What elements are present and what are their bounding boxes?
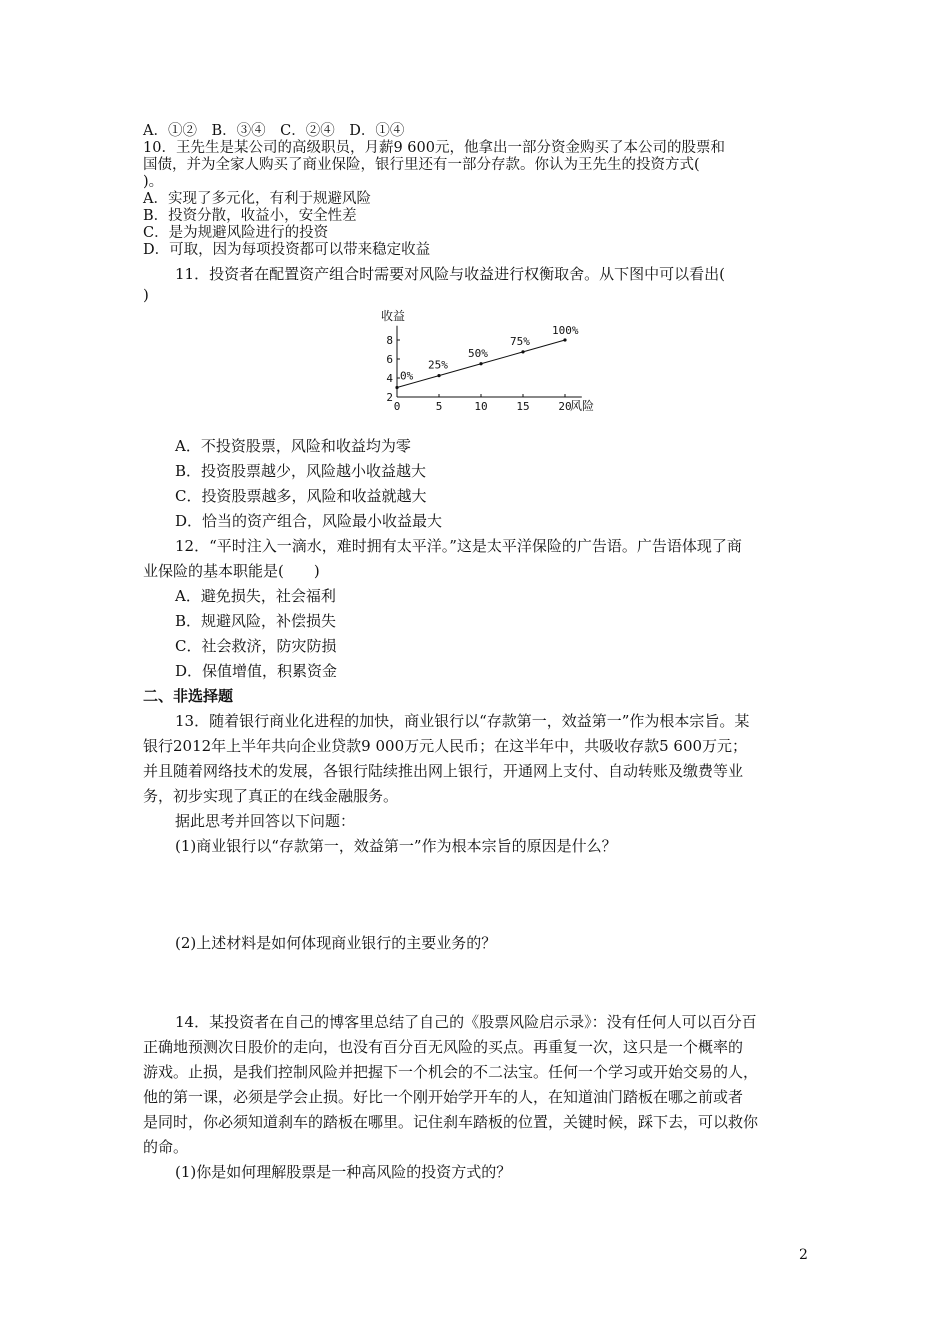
q14-text-line: 是同时，你必须知道刹车的踏板在哪里。记住刹车踏板的位置，关键时候，踩下去，可以救你 (143, 1113, 759, 1131)
q10-option-b: B．投资分散，收益小，安全性差 (143, 208, 357, 224)
q11-stem-line: ) (143, 286, 149, 304)
q14-text-line: 他的第一课，必须是学会止损。好比一个刚开始学开车的人，在知道油门踏板在哪之前或者 (143, 1088, 744, 1106)
q14-sub-question-1: (1)你是如何理解股票是一种高风险的投资方式的？ (175, 1163, 512, 1181)
x-tick-label: 15 (516, 400, 530, 413)
q10-option-c: C．是为规避风险进行的投资 (143, 225, 329, 241)
y-tick-label: 2 (386, 391, 393, 404)
y-tick-label: 8 (386, 334, 393, 347)
q12-option-b: B．规避风险，补偿损失 (175, 612, 337, 630)
q14-text-line: 的命。 (143, 1138, 189, 1156)
x-tick-label: 20 (558, 400, 572, 413)
q11-option-b: B．投资股票越少，风险越小收益越大 (175, 462, 427, 480)
data-point (395, 386, 398, 389)
data-point-label: 75% (510, 334, 530, 348)
q10-stem-line: 10．王先生是某公司的高级职员，月薪9 600元，他拿出一部分资金购买了本公司的股票和 (143, 140, 725, 156)
q11-option-d: D．恰当的资产组合，风险最小收益最大 (175, 512, 443, 530)
q13-prompt: 据此思考并回答以下问题： (175, 812, 356, 830)
y-tick-label: 6 (386, 353, 393, 366)
q10-option-a: A．实现了多元化，有利于规避风险 (143, 191, 371, 207)
x-tick-label: 5 (435, 400, 443, 413)
q13-text-line: 并且随着网络技术的发展，各银行陆续推出网上银行，开通网上支付、自动转账及缴费等业 (143, 762, 744, 780)
y-axis-label: 收益 (381, 309, 406, 323)
q14-text-line: 游戏。止损，是我们控制风险并把握下一个机会的不二法宝。任何一个学习或开始交易的人， (143, 1063, 759, 1081)
q13-text-line: 银行2012年上半年共向企业贷款9 000万元人民币；在这半年中，共吸收存款5 600万元； (143, 737, 748, 755)
data-point-label: 0% (400, 369, 414, 383)
risk-return-chart (370, 302, 620, 422)
q12-stem-line: 业保险的基本职能是( ) (143, 562, 320, 580)
q14-text-line: 正确地预测次日股价的走向，也没有百分百无风险的买点。再重复一次，这只是一个概率的 (143, 1038, 744, 1056)
x-axis-label: 风险 (570, 399, 595, 413)
data-point (479, 362, 482, 365)
page-number: 2 (799, 1247, 808, 1263)
data-point (563, 338, 566, 341)
x-tick-label: 10 (474, 400, 488, 413)
q12-option-a: A．避免损失，社会福利 (175, 587, 336, 605)
q10-option-d: D．可取，因为每项投资都可以带来稳定收益 (143, 242, 431, 258)
q10-stem-line: 国债，并为全家人购买了商业保险，银行里还有一部分存款。你认为王先生的投资方式( (143, 157, 700, 173)
data-point-label: 25% (428, 358, 448, 372)
q14-text-line: 14．某投资者在自己的博客里总结了自己的《股票风险启示录》：没有任何人可以百分百 (175, 1013, 757, 1031)
q10-stem-line: )。 (143, 174, 164, 190)
q12-option-d: D．保值增值，积累资金 (175, 662, 338, 680)
section-heading: 二、非选择题 (143, 687, 234, 705)
q13-sub-question-1: (1)商业银行以“存款第一，效益第一”作为根本宗旨的原因是什么？ (175, 837, 617, 855)
q13-text-line: 务，初步实现了真正的在线金融服务。 (143, 787, 399, 805)
data-point-label: 50% (468, 346, 488, 360)
data-point-label: 100% (552, 324, 579, 337)
x-tick-label: 0 (393, 400, 401, 413)
q11-option-c: C．投资股票越多，风险和收益就越大 (175, 487, 427, 505)
data-point (521, 350, 524, 353)
data-point (437, 374, 440, 377)
y-tick-label: 4 (386, 372, 393, 385)
q12-option-c: C．社会救济，防灾防损 (175, 637, 337, 655)
q12-stem-line: 12．“平时注入一滴水，难时拥有太平洋。”这是太平洋保险的广告语。广告语体现了商 (175, 537, 742, 555)
q13-sub-question-2: (2)上述材料是如何体现商业银行的主要业务的？ (175, 934, 497, 952)
q11-stem-line: 11．投资者在配置资产组合时需要对风险与收益进行权衡取舍。从下图中可以看出( (175, 265, 725, 283)
q11-option-a: A．不投资股票，风险和收益均为零 (175, 437, 411, 455)
q9-options: A．①② B．③④ C．②④ D．①④ (143, 123, 405, 139)
q13-text-line: 13．随着银行商业化进程的加快，商业银行以“存款第一，效益第一”作为根本宗旨。某 (175, 712, 750, 730)
